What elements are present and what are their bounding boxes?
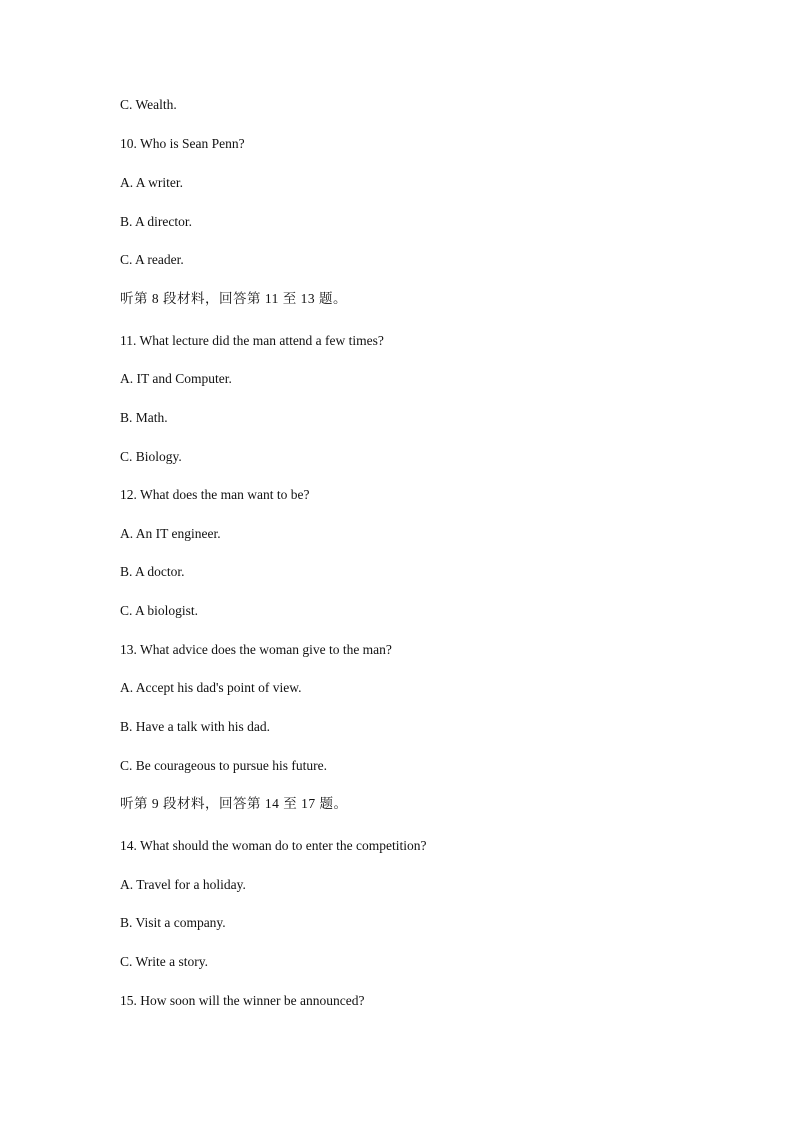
option-10a: A. A writer. (120, 175, 183, 190)
option-11c: C. Biology. (120, 449, 182, 464)
option-13a: A. Accept his dad's point of view. (120, 680, 302, 695)
option-13b: B. Have a talk with his dad. (120, 719, 270, 734)
option-10c: C. A reader. (120, 252, 184, 267)
option-14c: C. Write a story. (120, 954, 208, 969)
option-12a: A. An IT engineer. (120, 526, 221, 541)
question-15: 15. How soon will the winner be announced? (120, 993, 365, 1008)
question-13: 13. What advice does the woman give to the man? (120, 642, 392, 657)
question-14: 14. What should the woman do to enter the competition? (120, 838, 427, 853)
section-heading-8: 听第 8 段材料，回答第 11 至 13 题。 (120, 291, 347, 306)
section-heading-9: 听第 9 段材料，回答第 14 至 17 题。 (120, 796, 348, 811)
option-10b: B. A director. (120, 214, 192, 229)
option-9c: C. Wealth. (120, 97, 177, 112)
option-11a: A. IT and Computer. (120, 371, 232, 386)
question-12: 12. What does the man want to be? (120, 487, 310, 502)
option-13c: C. Be courageous to pursue his future. (120, 758, 327, 773)
option-14a: A. Travel for a holiday. (120, 877, 246, 892)
option-12c: C. A biologist. (120, 603, 199, 618)
question-10: 10. Who is Sean Penn? (120, 136, 245, 151)
question-11: 11. What lecture did the man attend a few times? (120, 333, 384, 348)
option-12b: B. A doctor. (120, 564, 185, 579)
option-11b: B. Math. (120, 410, 168, 425)
option-14b: B. Visit a company. (120, 915, 226, 930)
